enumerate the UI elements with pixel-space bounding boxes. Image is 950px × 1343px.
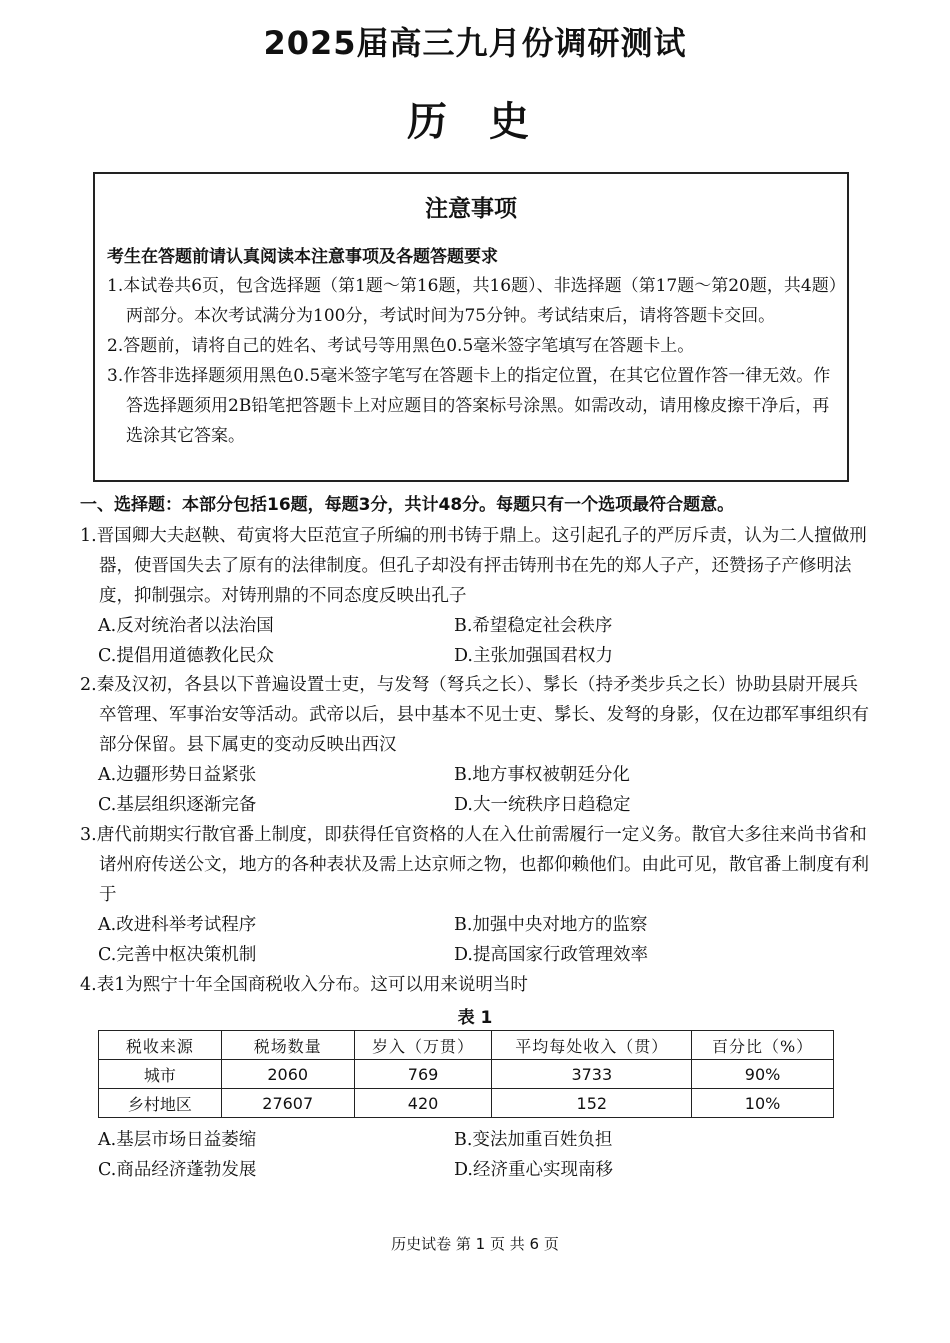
notice-box: [93, 172, 849, 482]
exam-title: 2025届高三九月份调研测试: [263, 24, 687, 62]
tax-table: [98, 1030, 834, 1118]
option-a: A.基层市场日益萎缩: [98, 1130, 257, 1150]
table-cell: 3733: [492, 1060, 692, 1089]
option-d: D.经济重心实现南移: [454, 1160, 613, 1180]
table-cell: 152: [492, 1089, 692, 1118]
option-a: A.反对统治者以法治国: [98, 616, 274, 636]
table-cell: 769: [354, 1060, 492, 1089]
option-c: C.商品经济蓬勃发展: [98, 1160, 257, 1180]
notice-list: [107, 271, 839, 451]
option-d: D.提高国家行政管理效率: [454, 945, 648, 965]
option-d: D.大一统秩序日趋稳定: [454, 795, 631, 815]
question-stem: 1.晋国卿大夫赵鞅、荀寅将大臣范宣子所编的刑书铸于鼎上。这引起孔子的严厉斥责，认为二人擅做刑器，使晋国失去了原有的法律制度。但孔子却没有抨击铸刑书在先的郑人子产，还赞扬子产修明法度，抑制强宗。对铸刑鼎的不同态度反映出孔子: [80, 526, 867, 606]
table-cell: 10%: [692, 1089, 834, 1118]
question-stem: 3.唐代前期实行散官番上制度，即获得任官资格的人在入仕前需履行一定义务。散官大多往来尚书省和诸州府传送公文，地方的各种表状及需上达京师之物，也都仰赖他们。由此可见，散官番上制度有利于: [80, 825, 869, 905]
question-stem: 4.表1为熙宁十年全国商税收入分布。这可以用来说明当时: [80, 975, 528, 995]
option-c: C.完善中枢决策机制: [98, 945, 257, 965]
table-cell: 27607: [221, 1089, 354, 1118]
table-cell: 城市: [99, 1060, 222, 1089]
column-header: 百分比（%）: [692, 1031, 834, 1060]
notice-lead: 考生在答题前请认真阅读本注意事项及各题答题要求: [107, 247, 498, 267]
option-b: B.加强中央对地方的监察: [454, 915, 648, 935]
subject-title: 历 史: [407, 99, 543, 145]
table-header-row: [99, 1031, 834, 1060]
option-c: C.提倡用道德教化民众: [98, 646, 274, 666]
option-d: D.主张加强国君权力: [454, 646, 613, 666]
notice-item: 1.本试卷共6页，包含选择题（第1题～第16题，共16题）、非选择题（第17题～第20题，共4题）两部分。本次考试满分为100分，考试时间为75分钟。考试结束后，请将答题卡交回。: [107, 276, 838, 326]
option-a: A.改进科举考试程序: [98, 915, 257, 935]
column-header: 税收来源: [99, 1031, 222, 1060]
question-4-options: [80, 1125, 870, 1185]
notice-item: 2.答题前，请将自己的姓名、考试号等用黑色0.5毫米签字笔填写在答题卡上。: [107, 336, 695, 356]
section-heading: 一、选择题：本部分包括16题，每题3分，共计48分。每题只有一个选项最符合题意。: [80, 495, 735, 515]
table-row: [99, 1089, 834, 1118]
table-cell: 2060: [221, 1060, 354, 1089]
question-options: [80, 760, 870, 820]
column-header: 岁入（万贯）: [354, 1031, 492, 1060]
option-b: B.地方事权被朝廷分化: [454, 765, 630, 785]
table-caption: 表 1: [457, 1008, 493, 1028]
table-row: [99, 1060, 834, 1089]
notice-item: 3.作答非选择题须用黑色0.5毫米签字笔写在答题卡上的指定位置，在其它位置作答一律无效。作答选择题须用2B铅笔把答题卡上对应题目的答案标号涂黑。如需改动，请用橡皮擦干净后，再选涂其它答案。: [107, 366, 831, 446]
question-2: [80, 670, 870, 820]
question-1: [80, 521, 870, 671]
table-cell: 90%: [692, 1060, 834, 1089]
question-stem: 2.秦及汉初，各县以下普遍设置士吏，与发弩（弩兵之长）、髳长（持矛类步兵之长）协助县尉开展兵卒管理、军事治安等活动。武帝以后，县中基本不见士吏、髳长、发弩的身影，仅在边郡军事组织有部分保留。县下属吏的变动反映出西汉: [80, 675, 869, 755]
column-header: 平均每处收入（贯）: [492, 1031, 692, 1060]
column-header: 税场数量: [221, 1031, 354, 1060]
notice-title: 注意事项: [425, 196, 517, 222]
question-4: [80, 970, 870, 1000]
page-footer: 历史试卷 第 1 页 共 6 页: [391, 1235, 559, 1253]
question-options: [80, 910, 870, 970]
question-3: [80, 820, 870, 970]
option-c: C.基层组织逐渐完备: [98, 795, 257, 815]
option-a: A.边疆形势日益紧张: [98, 765, 257, 785]
question-options: [80, 611, 870, 671]
table-cell: 乡村地区: [99, 1089, 222, 1118]
option-b: B.希望稳定社会秩序: [454, 616, 613, 636]
question-options: [80, 1125, 870, 1185]
option-b: B.变法加重百姓负担: [454, 1130, 613, 1150]
table-cell: 420: [354, 1089, 492, 1118]
